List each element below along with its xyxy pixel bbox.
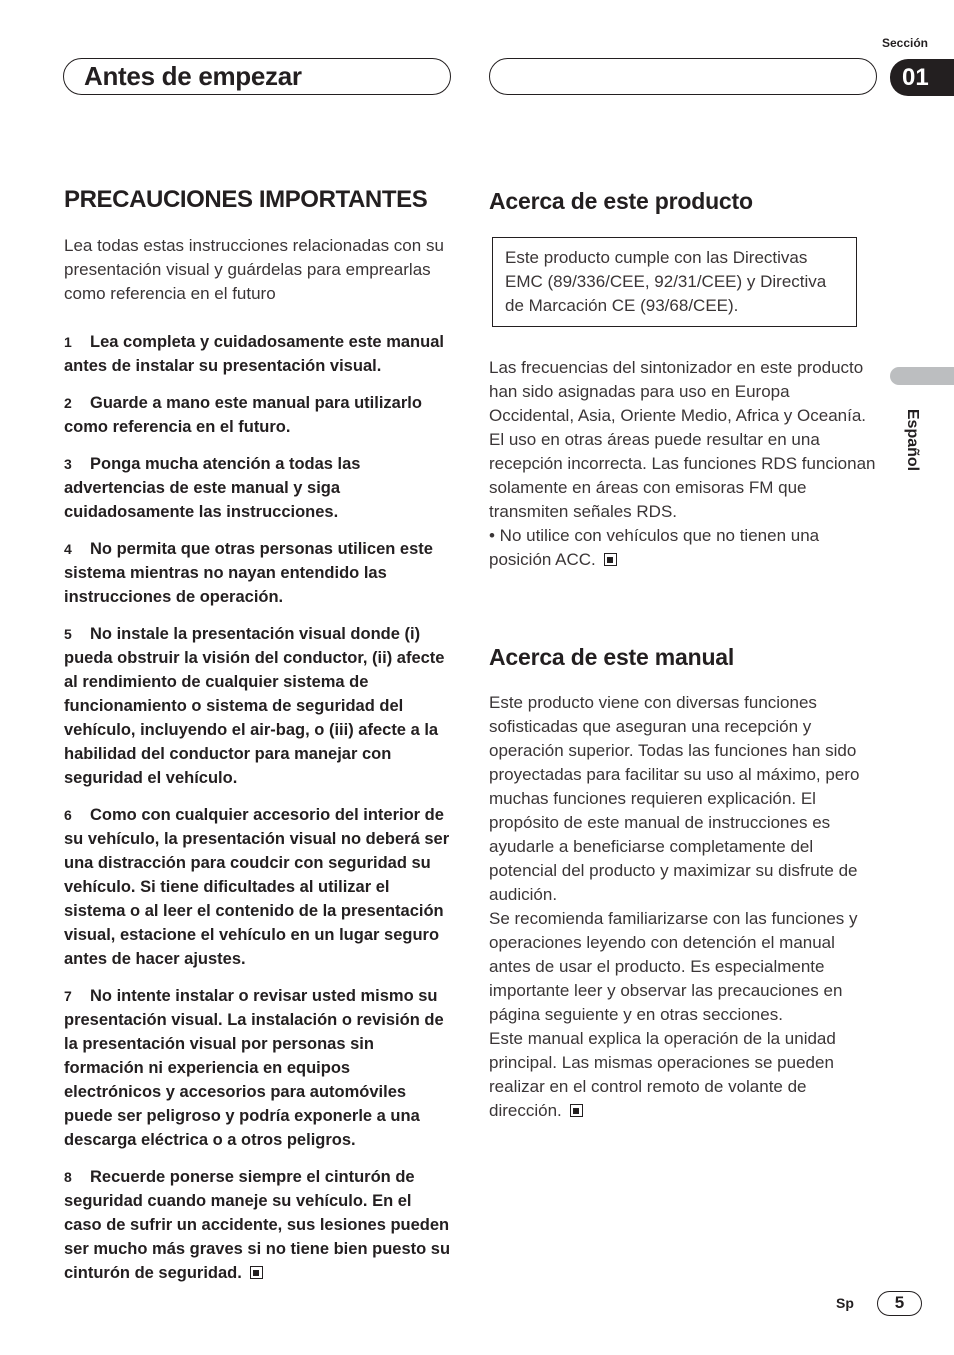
precaution-number: 4: [64, 541, 72, 557]
precaution-number: 2: [64, 395, 72, 411]
precaution-number: 8: [64, 1169, 72, 1185]
precaution-item: [64, 622, 451, 790]
precaution-item: [64, 452, 451, 524]
precaution-item: [64, 391, 451, 439]
manual-paragraph-2: Se recomienda familiarizarse con las funciones y operaciones leyendo con detención el manual antes de usar el producto. Es especialmente importante leer y observar las precauciones en página seguiente y en otras secciones.: [489, 909, 858, 1024]
product-heading: Acerca de este producto: [489, 188, 753, 214]
frequencies-paragraph: Las frecuencias del sintonizador en este producto han sido asignadas para uso en Europa Occidental, Asia, Oriente Medio, Africa y Oceanía. El uso en otras áreas puede resultar en una recepción incorrecta. Las funciones RDS funcionan solamente en áreas con emisoras FM que transmiten señales RDS.: [489, 358, 876, 521]
precautions-intro: Lea todas estas instrucciones relacionadas con su presentación visual y guárdelas para emprearlas como referencia en el futuro: [64, 236, 444, 303]
language-tab-label: Español: [904, 408, 921, 472]
header-blank-frame: [489, 58, 877, 95]
end-mark-icon: [604, 553, 617, 566]
compliance-box: Este producto cumple con las Directivas EMC (89/336/CEE, 92/31/CEE) y Directiva de Marcación CE (93/68/CEE).: [492, 237, 857, 327]
precaution-text: Ponga mucha atención a todas las advertencias de este manual y siga cuidadosamente las instrucciones.: [64, 455, 361, 521]
precaution-text: No intente instalar o revisar usted mismo su presentación visual. La instalación o revisión de la presentación visual por personas sin formación ni experiencia en equipos electrónicos y accesorios para automóviles puede ser peligroso y podría exponerle a una descarga eléctrica o a otros peligros.: [64, 987, 444, 1149]
section-number-badge: 01: [890, 59, 954, 96]
precaution-item: [64, 984, 451, 1152]
precaution-text: No permita que otras personas utilicen este sistema mientras no nayan entendido las instrucciones de operación.: [64, 540, 433, 606]
precaution-item: [64, 537, 451, 609]
page-number: 5: [877, 1291, 922, 1316]
manual-heading: Acerca de este manual: [489, 644, 735, 670]
precaution-item: [64, 803, 451, 971]
precaution-number: 1: [64, 334, 72, 350]
precaution-number: 5: [64, 626, 72, 642]
language-code: Sp: [836, 1295, 854, 1311]
page-title: Antes de empezar: [84, 61, 302, 91]
acc-note-text: • No utilice con vehículos que no tienen una posición ACC.: [489, 526, 820, 569]
precaution-item: [64, 1165, 451, 1285]
precaution-text: No instale la presentación visual donde (i) pueda obstruir la visión del conductor, (ii) afecte al rendimiento de cualquier sistema de funcionamiento o sistema de seguridad del vehículo, incluyendo el air-bag, o (iii) afecte a la habilidad del conductor para manejar con seguridad el vehículo.: [64, 625, 445, 787]
end-mark-icon: [250, 1266, 263, 1279]
manual-paragraph-3-text: Este manual explica la operación de la unidad principal. Las mismas operaciones se pueden realizar en el control remoto de volante de dirección.: [489, 1029, 836, 1120]
manual-paragraph-3: [489, 1027, 877, 1123]
manual-section: [489, 644, 877, 671]
precaution-number: 7: [64, 988, 72, 1004]
precautions-heading: PRECAUCIONES IMPORTANTES: [64, 186, 428, 213]
end-mark-icon: [570, 1104, 583, 1117]
section-label: Sección: [881, 36, 928, 50]
precaution-number: 6: [64, 807, 72, 823]
precautions-column: [64, 186, 451, 1298]
acc-note: [489, 524, 877, 572]
header-title-frame: [63, 58, 451, 95]
precaution-item: [64, 330, 451, 378]
precaution-text: Lea completa y cuidadosamente este manual antes de instalar su presentación visual.: [64, 333, 444, 375]
precaution-text: Guarde a mano este manual para utilizarlo como referencia en el futuro.: [64, 394, 422, 436]
product-section: [489, 188, 877, 215]
precaution-number: 3: [64, 456, 72, 472]
product-body: [489, 356, 877, 572]
precaution-text: Recuerde ponerse siempre el cinturón de seguridad cuando maneje su vehículo. En el caso de sufrir un accidente, sus lesiones pueden ser mucho más graves si no tiene bien puesto su cinturón de seguridad.: [64, 1168, 451, 1282]
precaution-text: Como con cualquier accesorio del interior de su vehículo, la presentación visual no deberá ser una distracción para coudcir con seguridad su vehículo. Si tiene dificultades al utilizar el sistema o al leer el contenido de la presentación visual, estacione el vehículo en un lugar seguro antes de hacer ajustes.: [64, 806, 450, 968]
manual-body: [489, 691, 877, 1123]
language-tab-bar: [890, 367, 954, 385]
manual-paragraph-1: Este producto viene con diversas funciones sofisticadas que aseguran una recepción y operación superior. Todas las funciones han sido proyectadas para facilitar su uso al máximo, pero muchas funciones requieren explicación. El propósito de este manual de instrucciones es ayudarle a beneficiarse completamente del potencial del producto y maximizar su disfrute de audición.: [489, 693, 860, 904]
